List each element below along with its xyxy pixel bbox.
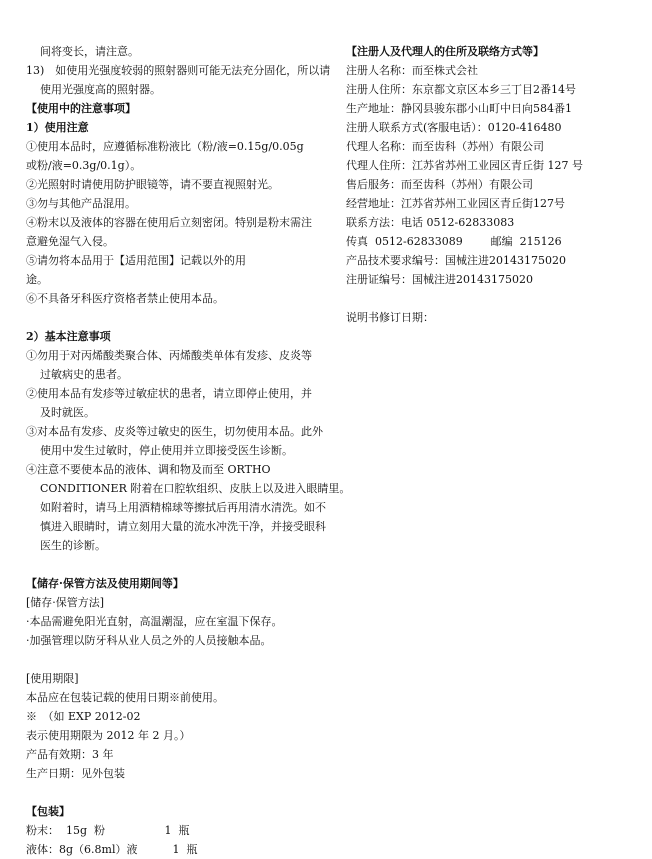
registrant-info-line: 联系方法：电话 0512-62833083: [346, 216, 515, 229]
basic-item: 如附着时，请马上用酒精棉球等擦拭后再用清水清洗。如不: [40, 501, 326, 514]
intro-line: 13) 如使用光强度较弱的照射器则可能无法充分固化，所以请: [26, 64, 331, 77]
basic-item: 医生的诊断。: [40, 539, 106, 552]
basic-item: 过敏病史的患者。: [40, 368, 128, 381]
storage-item: ·加强管理以防牙科从业人员之外的人员接触本品。: [26, 634, 272, 647]
storage-item: ·本品需避免阳光直射，高温潮湿，应在室温下保存。: [26, 615, 283, 628]
registrant-info-line: 产品技术要求编号：国械注进20143175020: [346, 254, 566, 267]
basic-item: 使用中发生过敏时，停止使用并立即接受医生诊断。: [40, 444, 293, 457]
basic-item: ③对本品有发疹、皮炎等过敏史的医生，切勿使用本品。此外: [26, 425, 323, 438]
use-item: 意避免湿气入侵。: [26, 235, 114, 248]
registrant-info-line: 传真 0512-62833089 邮编 215126: [346, 235, 562, 248]
use-item: 或粉/液=0.3g/0.1g）。: [26, 159, 142, 172]
use-item: ⑤请勿将本品用于【适用范围】记载以外的用: [26, 254, 246, 267]
use-section-title: 【使用中的注意事项】: [26, 102, 136, 115]
package-item: 液体：8g（6.8ml）液 1 瓶: [26, 843, 198, 856]
expiry-item: 表示使用期限为 2012 年 2 月。）: [26, 729, 191, 742]
use-item: ⑥不具备牙科医疗资格者禁止使用本品。: [26, 292, 224, 305]
revision-date-label: 说明书修订日期：: [346, 311, 434, 324]
expiry-item: 生产日期：见外包装: [26, 767, 125, 780]
registrant-info-line: 代理人住所：江苏省苏州工业园区青丘街 127 号: [346, 159, 583, 172]
use-item: ③勿与其他产品混用。: [26, 197, 136, 210]
use-item: ②光照射时请使用防护眼镜等，请不要直视照射光。: [26, 178, 279, 191]
registrant-info-line: 售后服务：而至齿科（苏州）有限公司: [346, 178, 533, 191]
left-column: [26, 42, 351, 859]
intro-line: 使用光强度高的照射器。: [40, 83, 161, 96]
use-section-subtitle: 1）使用注意: [26, 121, 89, 134]
package-item: 粉末： 15g 粉 1 瓶: [26, 824, 190, 837]
expiry-item: 本品应在包装记载的使用日期※前使用。: [26, 691, 224, 704]
registrant-section-title: 【注册人及代理人的住所及联络方式等】: [346, 45, 544, 58]
registrant-info-line: 注册人名称：而至株式会社: [346, 64, 478, 77]
use-item: ④粉末以及液体的容器在使用后立刻密闭。特别是粉末需注: [26, 216, 312, 229]
right-column: [346, 42, 636, 327]
package-section-title: 【包装】: [26, 805, 70, 818]
expiry-item: 产品有效期：3 年: [26, 748, 114, 761]
registrant-info-line: 生产地址：静冈县骏东郡小山町中日向584番1: [346, 102, 572, 115]
basic-item: ①勿用于对丙烯酸类聚合体、丙烯酸类单体有发疹、皮炎等: [26, 349, 312, 362]
intro-line: 间将变长，请注意。: [40, 45, 139, 58]
basic-item: CONDITIONER 附着在口腔软组织、皮肤上以及进入眼睛里。: [40, 482, 351, 495]
registrant-info-line: 代理人名称：而至齿科（苏州）有限公司: [346, 140, 544, 153]
basic-item: 及时就医。: [40, 406, 95, 419]
basic-section-subtitle: 2）基本注意事项: [26, 330, 111, 343]
expiry-item: ※ （如 EXP 2012-02: [26, 710, 141, 723]
registrant-info-line: 注册人住所：东京都文京区本乡三丁目2番14号: [346, 83, 576, 96]
basic-item: ②使用本品有发疹等过敏症状的患者，请立即停止使用，并: [26, 387, 312, 400]
use-item: 途。: [26, 273, 48, 286]
storage-subtitle: [储存·保管方法]: [26, 596, 105, 609]
registrant-info-line: 注册证编号：国械注进20143175020: [346, 273, 533, 286]
basic-item: 慎进入眼睛时，请立刻用大量的流水冲洗干净，并接受眼科: [40, 520, 326, 533]
registrant-info-line: 注册人联系方式(客服电话）：0120-416480: [346, 121, 562, 134]
basic-item: ④注意不要使本品的液体、调和物及而至 ORTHO: [26, 463, 271, 476]
storage-section-title: 【储存·保管方法及使用期间等】: [26, 577, 184, 590]
use-item: ①使用本品时，应遵循标准粉液比（粉/液=0.15g/0.05g: [26, 140, 304, 153]
expiry-subtitle: [使用期限]: [26, 672, 79, 685]
registrant-info-line: 经营地址：江苏省苏州工业园区青丘街127号: [346, 197, 565, 210]
